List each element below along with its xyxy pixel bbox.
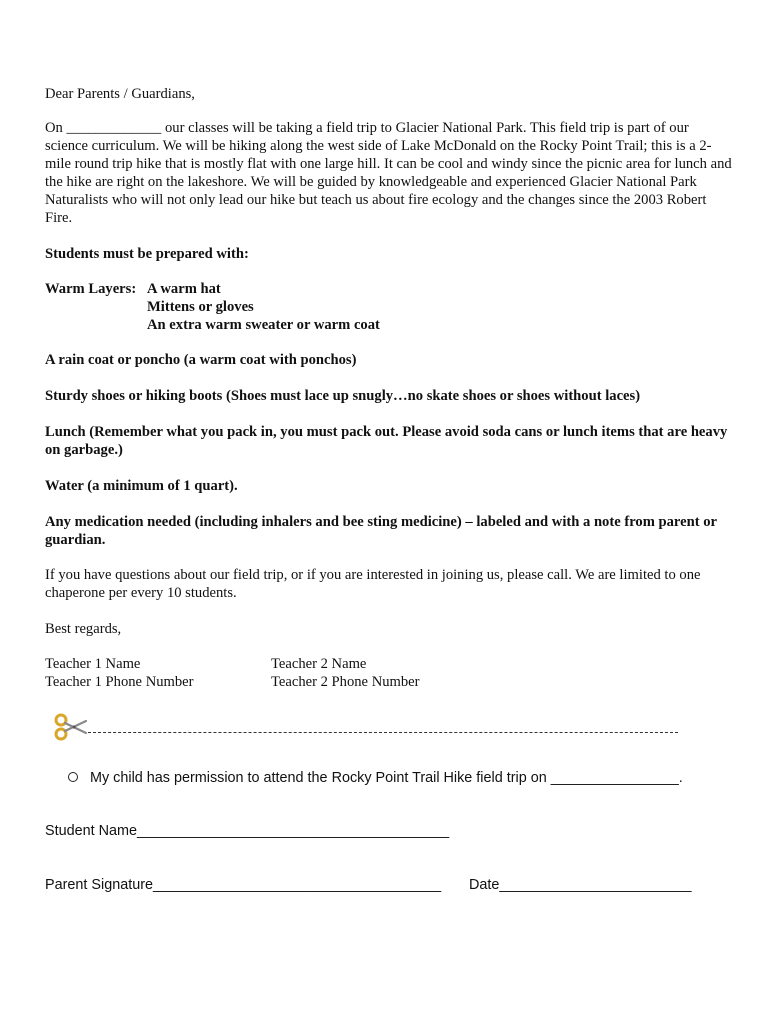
medication-item: Any medication needed (including inhalers and bee sting medicine) – labeled and with a note from parent or guardian.	[45, 514, 717, 548]
warm-layers-label: Warm Layers:	[45, 281, 137, 297]
date-field[interactable]: Date________________________	[469, 877, 692, 893]
warm-layer-item: A warm hat	[147, 281, 221, 297]
rain-item: A rain coat or poncho (a warm coat with ponchos)	[45, 352, 357, 368]
prepared-heading: Students must be prepared with:	[45, 246, 249, 262]
teacher1-name: Teacher 1 Name	[45, 656, 141, 672]
water-item: Water (a minimum of 1 quart).	[45, 478, 238, 494]
student-name-field[interactable]: Student Name_______________________________________	[45, 823, 450, 839]
closing: Best regards,	[45, 621, 122, 637]
warm-layer-item: Mittens or gloves	[147, 299, 254, 315]
permission-text: My child has permission to attend the Rocky Point Trail Hike field trip on ________________.	[90, 770, 683, 786]
parent-signature-field[interactable]: Parent Signature____________________________________	[45, 877, 442, 893]
permission-radio[interactable]	[68, 772, 78, 782]
warm-layer-item: An extra warm sweater or warm coat	[147, 317, 380, 333]
questions-paragraph: If you have questions about our field trip, or if you are interested in joining us, please call. We are limited to one chaperone per every 10 students.	[45, 567, 701, 601]
teacher1-phone: Teacher 1 Phone Number	[45, 674, 194, 690]
shoes-item: Sturdy shoes or hiking boots (Shoes must lace up snugly…no skate shoes or shoes without laces)	[45, 388, 641, 404]
teacher2-phone: Teacher 2 Phone Number	[271, 674, 420, 690]
cut-line	[88, 732, 678, 733]
teacher2-name: Teacher 2 Name	[271, 656, 367, 672]
lunch-item: Lunch (Remember what you pack in, you must pack out. Please avoid soda cans or lunch items that are heavy on garbage.)	[45, 424, 728, 458]
intro-paragraph: On _____________ our classes will be taking a field trip to Glacier National Park. This field trip is part of our science curriculum. We will be hiking along the west side of Lake McDonald on the Rocky Point Trail; this is a 2-mile round trip hike that is mostly flat with one large hill. It can be cool and windy since the picnic area for lunch and the hike are right on the lakeshore. We will be guided by knowledgeable and experienced Glacier National Park Naturalists who will not only lead our hike but teach us about fire ecology and the changes since the 2003 Robert Fire.	[45, 120, 732, 226]
scissors-icon	[52, 712, 90, 742]
greeting: Dear Parents / Guardians,	[45, 86, 195, 102]
